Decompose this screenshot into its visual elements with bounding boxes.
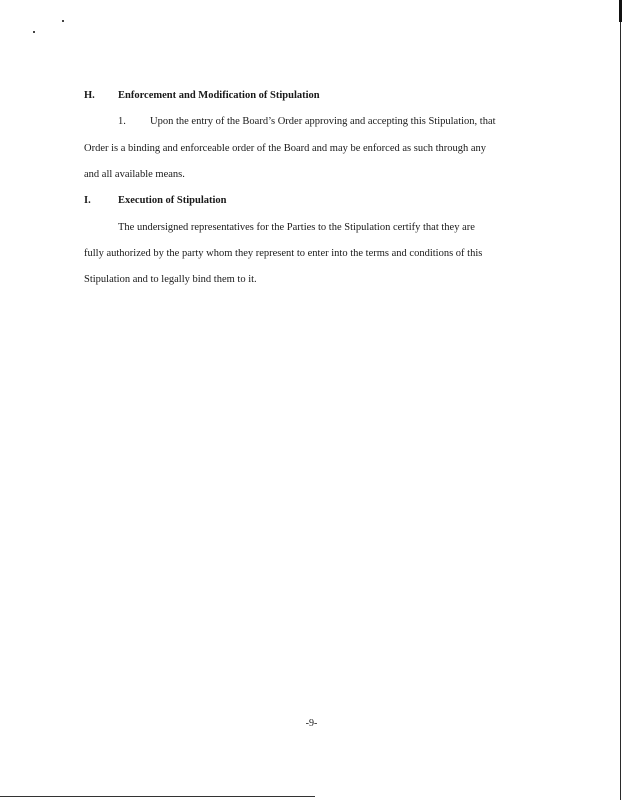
paragraph-line: [84, 116, 496, 127]
paragraph-text: The undersigned representatives for the Parties to the Stipulation certify that they are: [118, 222, 475, 233]
paragraph-line: [84, 248, 482, 259]
section-title: Execution of Stipulation: [118, 195, 227, 206]
scan-speck: [62, 20, 64, 22]
paragraph-text: and all available means.: [84, 169, 185, 180]
paragraph-number: 1.: [118, 116, 126, 127]
paragraph-line: [84, 222, 475, 233]
paragraph-line: [84, 169, 185, 180]
paragraph-text: fully authorized by the party whom they represent to enter into the terms and conditions of this: [84, 248, 483, 259]
scan-edge-right: [620, 0, 621, 800]
scan-edge-bottom: [0, 796, 315, 797]
paragraph-text: Upon the entry of the Board’s Order approving and accepting this Stipulation, that: [150, 116, 496, 127]
paragraph-text: Stipulation and to legally bind them to it.: [84, 274, 257, 285]
scan-speck: [33, 31, 35, 33]
paragraph-line: [84, 274, 257, 285]
section-heading-h: [84, 90, 320, 101]
paragraph-line: [84, 143, 486, 154]
scan-edge-mark: [619, 0, 622, 22]
section-title: Enforcement and Modification of Stipulation: [118, 90, 320, 101]
section-letter: H.: [84, 90, 95, 101]
section-letter: I.: [84, 195, 91, 206]
paragraph-text: Order is a binding and enforceable order of the Board and may be enforced as such through any: [84, 143, 487, 154]
page-number: -9-: [305, 718, 318, 729]
section-heading-i: [84, 195, 227, 206]
